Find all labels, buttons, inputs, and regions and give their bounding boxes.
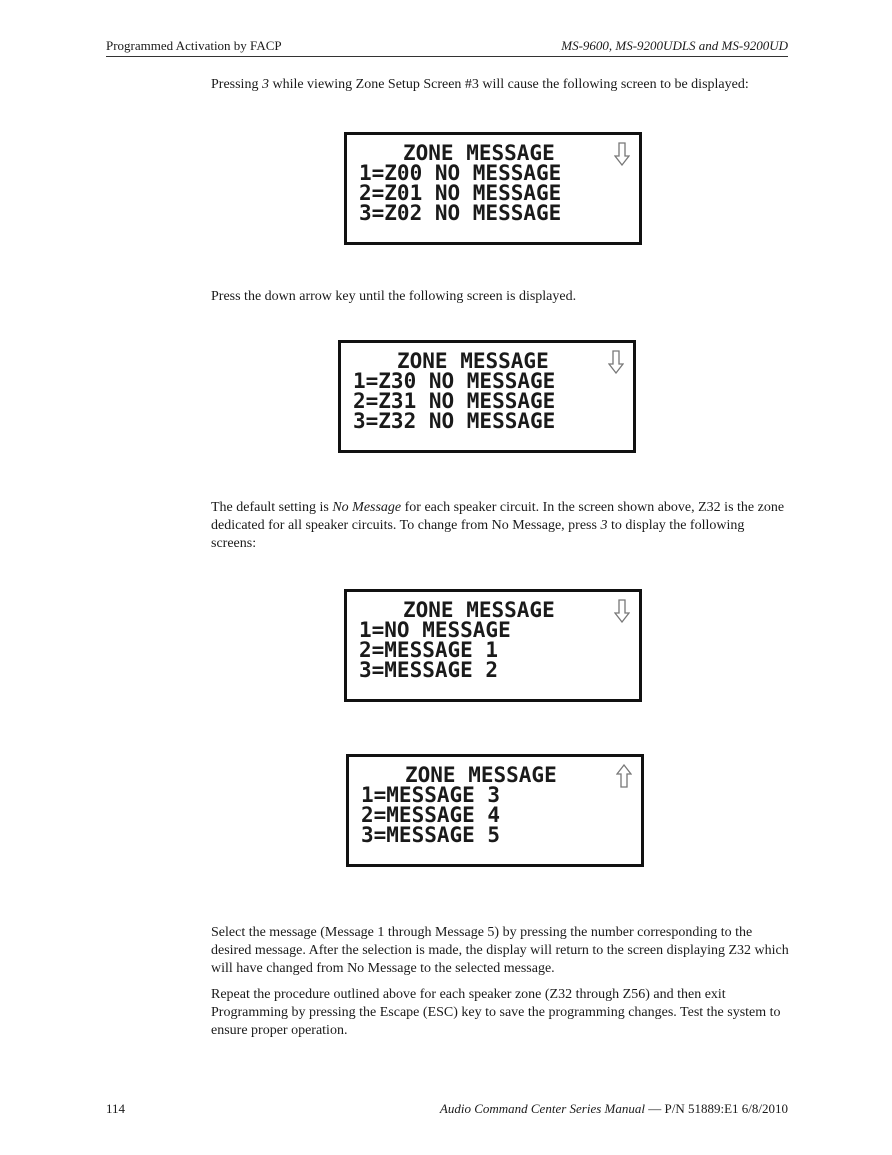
lcd-title: ZONE MESSAGE bbox=[403, 598, 555, 622]
paragraph-down-arrow: Press the down arrow key until the following screen is displayed. bbox=[211, 289, 577, 304]
lcd-screen-2 bbox=[338, 340, 636, 453]
lcd-line: 2=MESSAGE 1 bbox=[359, 638, 499, 662]
paragraph-default-setting: The default setting is No Message for each speaker circuit. In the screen shown above, Z32 is the zone dedicated for all speaker circuits. To change from No Message, press 3 to display the following screens: bbox=[211, 500, 785, 551]
running-header-left: Programmed Activation by FACP bbox=[106, 38, 282, 53]
lcd-title: ZONE MESSAGE bbox=[403, 141, 555, 165]
running-footer: Audio Command Center Series Manual — P/N 51889:E1 6/8/2010 bbox=[439, 1101, 788, 1116]
header-divider bbox=[106, 56, 788, 57]
lcd-line: 2=Z01 NO MESSAGE bbox=[359, 181, 562, 205]
intro-paragraph: Pressing 3 while viewing Zone Setup Screen #3 will cause the following screen to be displayed: bbox=[211, 77, 749, 92]
lcd-title: ZONE MESSAGE bbox=[405, 763, 557, 787]
lcd-title: ZONE MESSAGE bbox=[397, 349, 549, 373]
down-arrow-icon bbox=[614, 142, 630, 166]
lcd-line: 3=MESSAGE 2 bbox=[359, 658, 499, 682]
paragraph-select-message: Select the message (Message 1 through Message 5) by pressing the number corresponding to the desired message. After the selection is made, the display will return to the screen displaying Z32 which will have changed from No Message to the selected message. bbox=[211, 925, 789, 976]
lcd-line: 3=MESSAGE 5 bbox=[361, 823, 501, 847]
lcd-screen-1 bbox=[344, 132, 642, 245]
lcd-line: 2=Z31 NO MESSAGE bbox=[353, 389, 556, 413]
lcd-line: 2=MESSAGE 4 bbox=[361, 803, 501, 827]
down-arrow-icon bbox=[614, 599, 630, 623]
page-number: 114 bbox=[106, 1101, 126, 1116]
running-header-right: MS-9600, MS-9200UDLS and MS-9200UD bbox=[561, 38, 788, 53]
paragraph-repeat-procedure: Repeat the procedure outlined above for each speaker zone (Z32 through Z56) and then exit Programming by pressing the Escape (ESC) key to save the programming changes. Test the system to ensure proper operation. bbox=[211, 987, 781, 1038]
lcd-line: 1=Z30 NO MESSAGE bbox=[353, 369, 556, 393]
lcd-line: 1=NO MESSAGE bbox=[359, 618, 511, 642]
lcd-screen-4 bbox=[346, 754, 644, 867]
lcd-line: 3=Z02 NO MESSAGE bbox=[359, 201, 562, 225]
lcd-line: 1=MESSAGE 3 bbox=[361, 783, 501, 807]
lcd-screen-3 bbox=[344, 589, 642, 702]
lcd-line: 1=Z00 NO MESSAGE bbox=[359, 161, 562, 185]
down-arrow-icon bbox=[608, 350, 624, 374]
lcd-line: 3=Z32 NO MESSAGE bbox=[353, 409, 556, 433]
up-arrow-icon bbox=[616, 764, 632, 788]
